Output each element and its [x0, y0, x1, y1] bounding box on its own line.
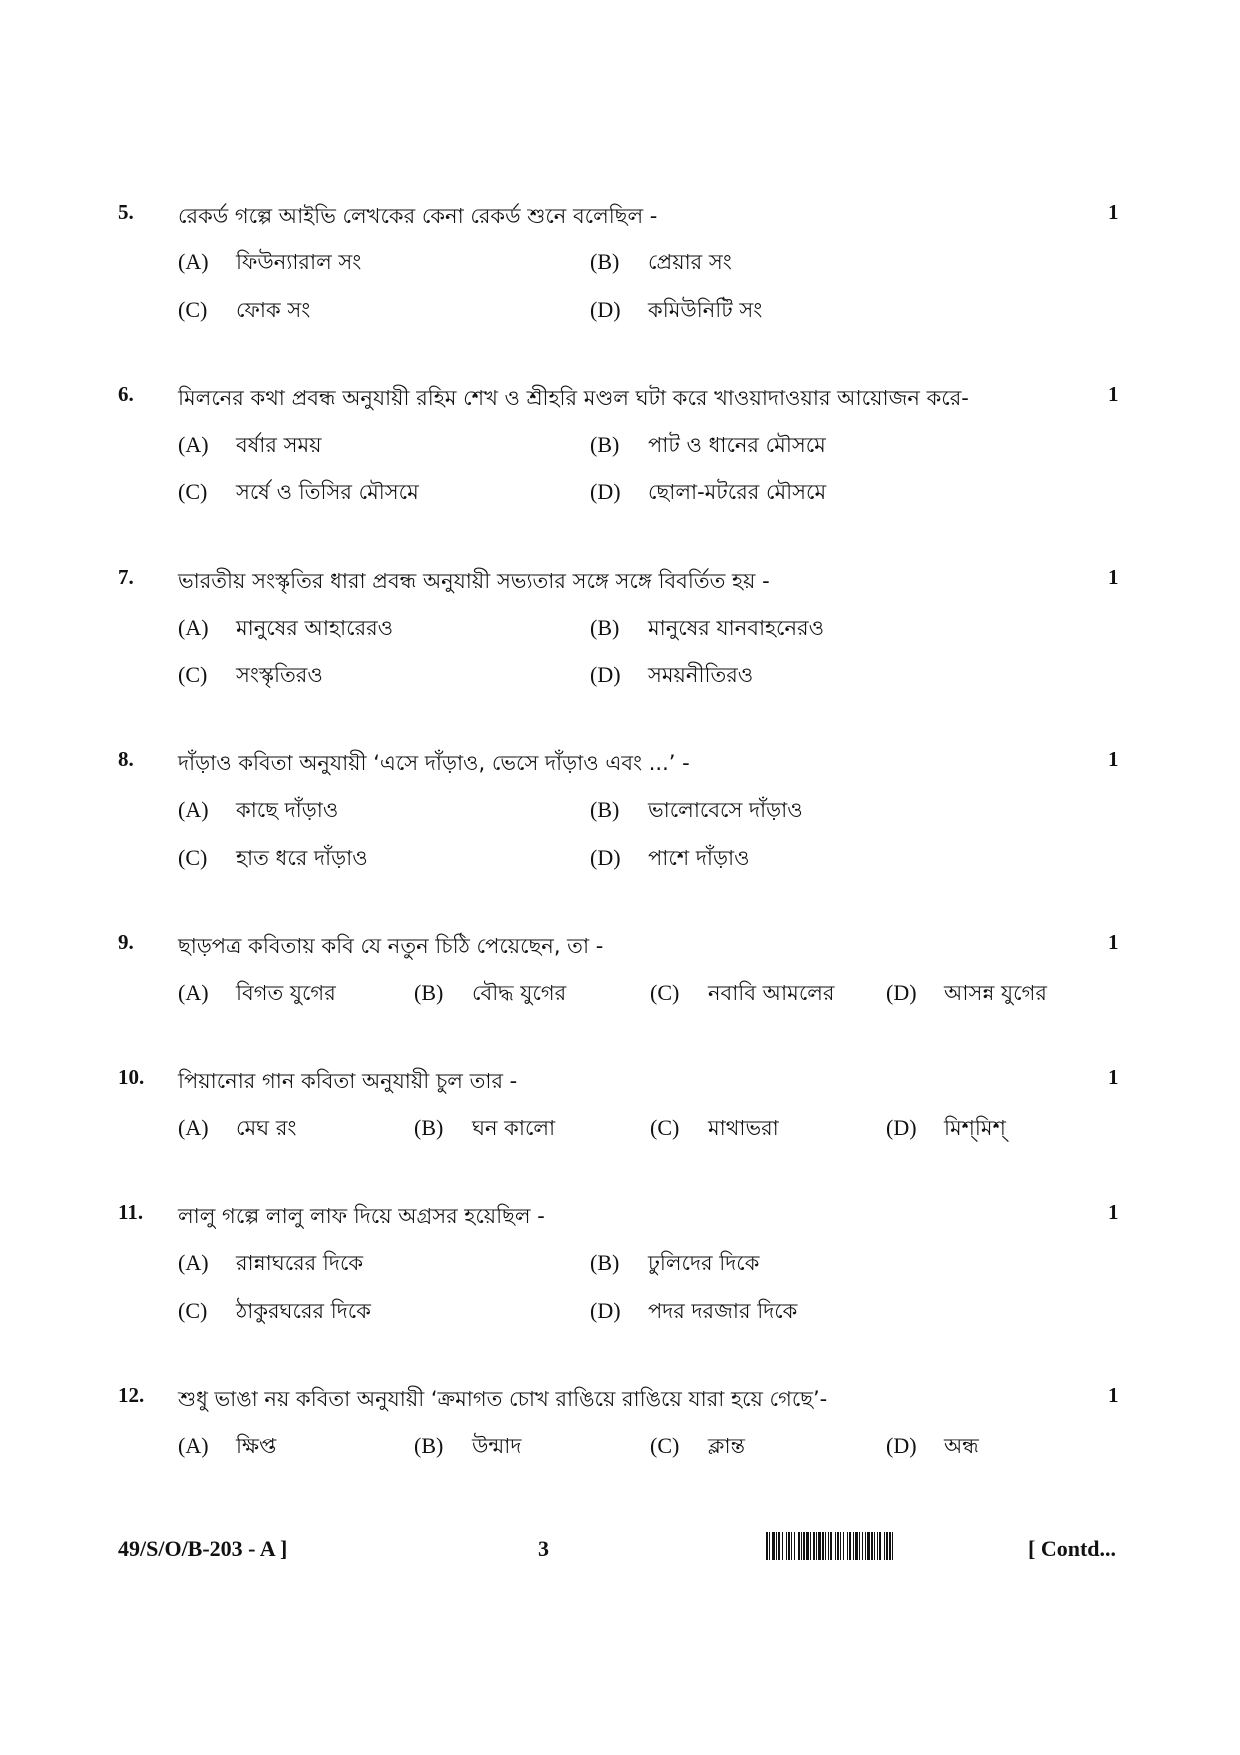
- option-d: (D) আসন্ন যুগের: [886, 980, 1047, 1005]
- option-a: (A) বিগত যুগের: [178, 980, 336, 1005]
- question-marks: 1: [1108, 565, 1119, 589]
- question-number: 12.: [118, 1383, 145, 1407]
- barcode-bar: [893, 1532, 896, 1560]
- question-number: 11.: [118, 1200, 144, 1224]
- option-b: (B) পাট ও ধানের মৌসমে: [590, 432, 826, 457]
- option-b: (B) মানুষের যানবাহনেরও: [590, 615, 825, 640]
- question-text: ছাড়পত্র কবিতায় কবি যে নতুন চিঠি পেয়েছেন, তা -: [178, 934, 604, 958]
- option-b: (B) ভালোবেসে দাঁড়াও: [590, 797, 803, 822]
- option-a: (A) ফিউন্যারাল সং: [178, 249, 362, 274]
- option-d: (D) ছোলা-মটরের মৌসমে: [590, 479, 827, 504]
- option-b: (B) ঘন কালো: [414, 1115, 556, 1140]
- question-text: রেকর্ড গল্পে আইভি লেখকের কেনা রেকর্ড শুনে বলেছিল -: [178, 204, 658, 228]
- option-c: (C) মাথাভরা: [650, 1115, 779, 1140]
- option-d: (D) পাশে দাঁড়াও: [590, 845, 750, 870]
- question-number: 6.: [118, 382, 134, 406]
- option-d: (D) কমিউনিটি সং: [590, 297, 763, 322]
- option-c: (C) হাত ধরে দাঁড়াও: [178, 845, 368, 870]
- question-number: 9.: [118, 930, 134, 954]
- question-marks: 1: [1108, 1065, 1119, 1089]
- option-b: (B) উন্মাদ: [414, 1433, 522, 1458]
- option-a: (A) মানুষের আহারেরও: [178, 615, 394, 640]
- option-a: (A) কাছে দাঁড়াও: [178, 797, 339, 822]
- option-d: (D) সময়নীতিরও: [590, 662, 754, 687]
- question-text: দাঁড়াও কবিতা অনুযায়ী ‘এসে দাঁড়াও, ভেসে দাঁড়াও এবং ...’ -: [178, 751, 690, 775]
- option-c: (C) নবাবি আমলের: [650, 980, 835, 1005]
- option-a: (A) বর্ষার সময়: [178, 432, 322, 457]
- option-b: (B) প্রেয়ার সং: [590, 249, 732, 274]
- question-text: মিলনের কথা প্রবন্ধ অনুযায়ী রহিম শেখ ও শ্রীহরি মণ্ডল ঘটা করে খাওয়াদাওয়ার আয়োজন করে-: [178, 386, 969, 410]
- option-c: (C) ক্লান্ত: [650, 1433, 746, 1458]
- question-number: 10.: [118, 1065, 145, 1089]
- option-d: (D) মিশ্‌মিশ্‌: [886, 1115, 1006, 1140]
- question-number: 7.: [118, 565, 134, 589]
- contd-label: [ Contd...: [1028, 1536, 1117, 1561]
- option-c: (C) সর্ষে ও তিসির মৌসমে: [178, 479, 419, 504]
- option-a: (A) ক্ষিপ্ত: [178, 1433, 277, 1458]
- page-number: 3: [538, 1536, 549, 1561]
- option-b: (B) বৌদ্ধ যুগের: [414, 980, 567, 1005]
- paper-code: 49/S/O/B-203 - A ]: [118, 1536, 288, 1561]
- option-a: (A) মেঘ রং: [178, 1115, 297, 1140]
- question-text: লালু গল্পে লালু লাফ দিয়ে অগ্রসর হয়েছিল -: [178, 1204, 545, 1228]
- question-marks: 1: [1108, 1383, 1119, 1407]
- question-text: ভারতীয় সংস্কৃতির ধারা প্রবন্ধ অনুযায়ী সভ্যতার সঙ্গে সঙ্গে বিবর্তিত হয় -: [178, 569, 770, 593]
- barcode: [766, 1532, 1020, 1560]
- question-marks: 1: [1108, 747, 1119, 771]
- option-d: (D) অন্ধ: [886, 1433, 979, 1458]
- option-c: (C) সংস্কৃতিরও: [178, 662, 323, 687]
- question-marks: 1: [1108, 1200, 1119, 1224]
- option-a: (A) রান্নাঘরের দিকে: [178, 1250, 364, 1275]
- question-number: 8.: [118, 747, 134, 771]
- option-b: (B) ঢুলিদের দিকে: [590, 1250, 760, 1275]
- question-text: শুধু ভাঙা নয় কবিতা অনুযায়ী ‘ক্রমাগত চোখ রাঙিয়ে রাঙিয়ে যারা হয়ে গেছে’-: [178, 1387, 828, 1411]
- question-marks: 1: [1108, 930, 1119, 954]
- option-c: (C) ফোক সং: [178, 297, 311, 322]
- option-c: (C) ঠাকুরঘরের দিকে: [178, 1298, 371, 1323]
- question-marks: 1: [1108, 200, 1119, 224]
- question-marks: 1: [1108, 382, 1119, 406]
- question-text: পিয়ানোর গান কবিতা অনুযায়ী চুল তার -: [178, 1069, 518, 1093]
- question-number: 5.: [118, 200, 134, 224]
- option-d: (D) পদর দরজার দিকে: [590, 1298, 798, 1323]
